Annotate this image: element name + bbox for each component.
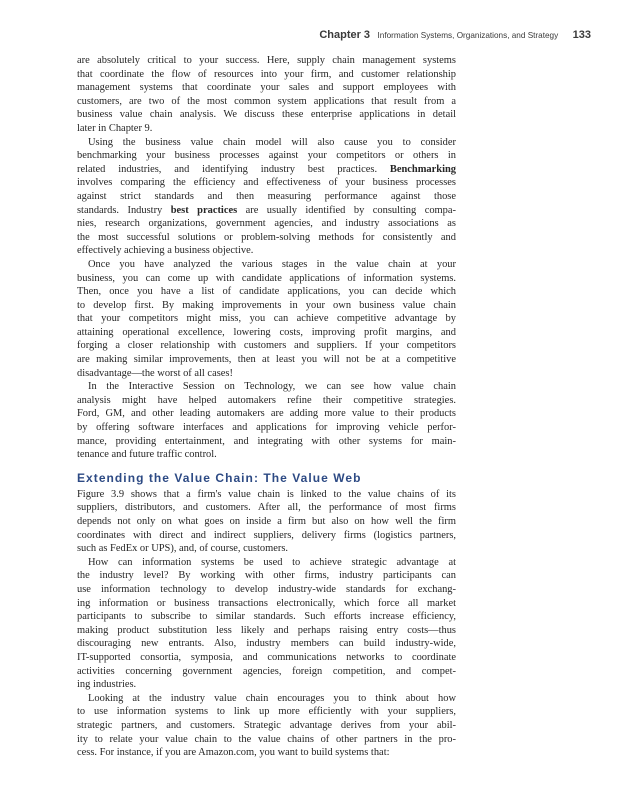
text-line: business value chain analysis. We discuss these enterprise applications in detail (77, 109, 456, 121)
text-line: involves comparing the efficiency and effectiveness of your business processes (77, 177, 456, 189)
body-text (77, 54, 456, 760)
text-line: ing industries. (77, 679, 137, 691)
text-line: management systems that coordinate your sales and support employees with (77, 82, 456, 94)
text-line: cess. For instance, if you are Amazon.com, you want to build systems that: (77, 747, 390, 759)
text-line: effectively achieving a business objective. (77, 245, 254, 257)
text-line: use information technology to develop industry-wide standards for exchang- (77, 583, 456, 595)
section-heading: Extending the Value Chain: The Value Web (77, 470, 362, 485)
text-line: against strict standards and then measuring performance against those (77, 190, 456, 202)
text-line: such as FedEx or UPS), and, of course, customers. (77, 543, 289, 555)
text-line: participants to subscribe to similar standards. Such efforts increase efficiency, (77, 611, 456, 623)
text-line: activities concerning government agencies, foreign competition, and compet- (77, 665, 456, 677)
text-line: Once you have analyzed the various stages in the value chain at your (88, 258, 456, 270)
text-line: are absolutely critical to your success. Here, supply chain management systems (77, 55, 456, 66)
text-line: analysis might have helped automakers refine their competitive strategies. (77, 394, 456, 406)
page-number: 133 (572, 29, 591, 41)
text-line: ity to relate your value chain to the value chains of other partners in the pro- (77, 733, 456, 745)
text-line: IT-supported consortia, symposia, and communications networks to coordinate (77, 651, 456, 663)
text-line: forging a closer relationship with customers and suppliers. If your competitors (77, 340, 456, 352)
text-line: strategic partners, and customers. Strategic advantage derives from your abil- (77, 719, 456, 731)
line-text: standards. Industry (77, 204, 171, 216)
text-line: customers, are two of the most common system applications that result from a (77, 95, 456, 107)
text-line: mance, providing entertainment, and integrating with other systems for main- (77, 435, 456, 447)
text-line: business, you can come up with candidate applications of information systems. (77, 272, 456, 284)
text-line: Looking at the industry value chain encourages you to think about how (88, 692, 456, 704)
text-line: that coordinate the flow of resources into your firm, and customer relationship (77, 68, 456, 80)
text-line: nies, research organizations, government agencies, and industry associations as (77, 218, 456, 230)
text-line: In the Interactive Session on Technology, we can see how value chain (88, 381, 456, 393)
term-benchmarking: Benchmarking (389, 163, 456, 175)
text-line: coordinates with direct and indirect suppliers, delivery firms (logistics partners, (77, 529, 456, 541)
text-line: Figure 3.9 shows that a firm's value chain is linked to the value chains of its (77, 488, 456, 500)
paragraph-4 (77, 380, 456, 462)
text-line-with-term (77, 204, 456, 218)
text-line: to develop first. By making improvements in your own business value chain (77, 299, 456, 311)
text-line: depends not only on what goes on inside a firm but also on how well the firm (77, 516, 456, 527)
text-line: Then, once you have a list of candidate applications, you can decide which (77, 286, 456, 298)
text-line: attaining operational excellence, lowering costs, improving profit margins, and (77, 326, 456, 338)
text-line: are making similar improvements, then at least you will not be at a competitive (77, 354, 456, 366)
text-line: making product substitution less likely and perhaps raising entry costs—thus (77, 624, 456, 636)
text-line: disadvantage—the worst of all cases! (77, 367, 233, 379)
text-line: the industry level? By working with other firms, industry participants can (77, 570, 456, 582)
paragraph-6 (77, 556, 456, 692)
paragraph-5 (77, 488, 456, 556)
text-line: benchmarking your business processes against your competitors or others in (77, 150, 456, 162)
text-line: suppliers, distributors, and customers. After all, the performance of most firms (77, 502, 456, 514)
text-line: the most successful solutions or problem-solving methods for consistently and (77, 231, 456, 243)
text-line: Ford, GM, and other leading automakers are adding more value to their products (77, 408, 456, 420)
text-line: later in Chapter 9. (77, 122, 153, 134)
term-best-practices: best practices (170, 204, 238, 216)
line-text: are usually identified by consulting compa- (237, 204, 456, 216)
text-line: to use information systems to link up more efficiently with your suppliers, (77, 706, 456, 718)
text-line: that your competitors might miss, you can achieve competitive advantage by (77, 313, 456, 325)
paragraph-7 (77, 692, 456, 760)
text-line: Using the business value chain model will also cause you to consider (88, 136, 456, 148)
paragraph-1 (77, 54, 456, 136)
chapter-title: Information Systems, Organizations, and Strategy (377, 31, 559, 40)
text-line: How can information systems be used to achieve strategic advantage at (88, 556, 456, 568)
line-text: related industries, and identifying industry best practices. (77, 163, 390, 175)
chapter-label: Chapter 3 (319, 29, 371, 41)
running-header (0, 25, 591, 43)
text-line: by offering software interfaces and applications for improving vehicle perfor- (77, 422, 456, 434)
text-line: tenance and future traffic control. (77, 449, 217, 461)
text-line-with-term (77, 163, 456, 177)
paragraph-2 (77, 136, 456, 258)
text-line: ing information or business transactions electronically, which force all market (77, 597, 456, 609)
text-line: discouraging new entrants. Also, industry members can build industry-wide, (77, 638, 456, 650)
paragraph-3 (77, 258, 456, 380)
